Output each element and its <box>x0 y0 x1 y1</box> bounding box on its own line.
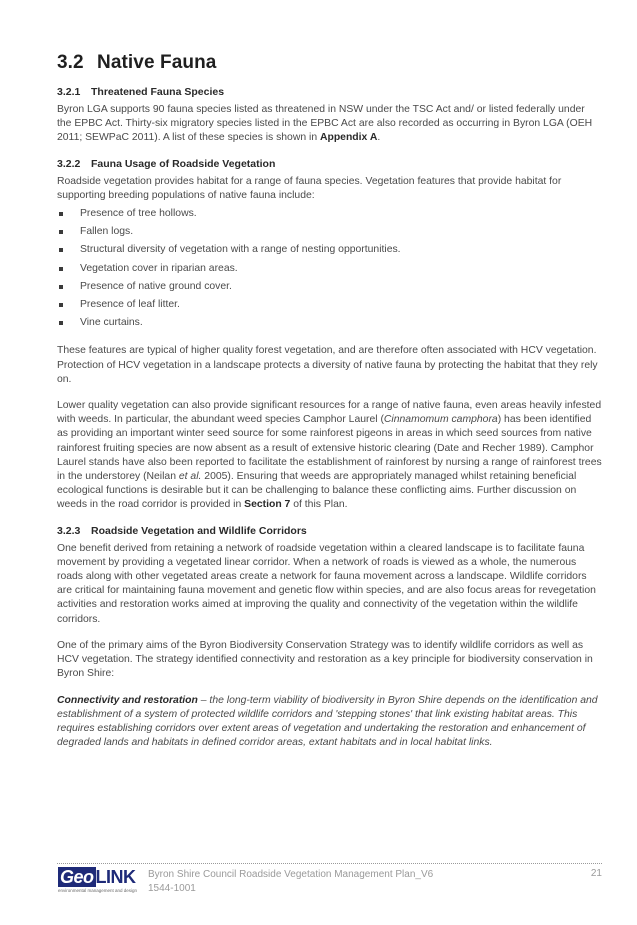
habitat-features-list <box>57 205 602 332</box>
list-item: Presence of native ground cover. <box>57 278 602 296</box>
footer-document-title: Byron Shire Council Roadside Vegetation Management Plan_V6 <box>148 869 434 880</box>
subsection-heading-3-2-1 <box>57 86 602 98</box>
subsection-title: Threatened Fauna Species <box>91 86 225 98</box>
geolink-logo: Geo LINK environmental management and design <box>58 867 138 893</box>
subsection-heading-3-2-2 <box>57 158 602 170</box>
list-item: Vine curtains. <box>57 314 602 332</box>
hcv-protection-paragraph: These features are typical of higher quality forest vegetation, and are therefore often associated with HCV vegetation. Protection of HCV vegetation in a landscape protects a diversity of native fauna by protecting the habitat that they rely on. <box>57 345 598 385</box>
section-title: Native Fauna <box>97 52 217 73</box>
list-item: Structural diversity of vegetation with a range of nesting opportunities. <box>57 241 602 259</box>
subsection-title: Roadside Vegetation and Wildlife Corridors <box>91 524 307 537</box>
subsection-number: 3.2.1 <box>57 86 81 98</box>
list-item: Presence of leaf litter. <box>57 296 602 314</box>
logo-tagline: environmental management and design <box>58 888 138 893</box>
subsection-number: 3.2.2 <box>57 157 81 170</box>
lower-quality-vegetation-paragraph: Lower quality vegetation can also provide significant resources for a range of native fauna, even areas heavily infested with weeds. In particular, the abundant weed species Camphor Laurel (Cinnamomum camphora) has been identified as providing an important winter seed source for some rainforest pigeons in areas in which seed sources from native rainforest fruiting species are now absent as a result of extensive historic clearing (Date and Recher 1989). Camphor Laurel stands have also been reported to facilitate the establishment of rainforest by nursing a range of rainforest trees in the understorey (Neilan et al. 2005). Ensuring that weeds are appropriately managed whilst retaining beneficial ecological functions is desirable but it can be challenging to balance these conflicting aims. Further discussion on weeds in the road corridor is provided in Section 7 of this Plan. <box>57 400 602 511</box>
footer-divider <box>57 863 602 864</box>
subsection-number: 3.2.3 <box>57 524 81 537</box>
section-number: 3.2 <box>57 52 84 73</box>
strategy-quote: Connectivity and restoration – the long-term viability of biodiversity in Byron Shire depends on the identification and establishment of a system of protected wildlife corridors and 'stepping stones' that link existing habitat areas. This requires establishing corridors over extent areas of vegetation and undertaking the restoration and enhancement of degraded lands and habitats in defined corridor areas, extant habitats and in local habitat links. <box>57 694 598 749</box>
biodiversity-strategy-paragraph: One of the primary aims of the Byron Biodiversity Conservation Strategy was to identify wildlife corridors as well as HCV vegetation. The strategy identified connectivity and restoration as a key principle for biodiversity conservation in Byron Shire: <box>57 639 593 680</box>
footer-document-number: 1544-1001 <box>148 883 196 894</box>
document-page <box>57 52 602 762</box>
subsection-title: Fauna Usage of Roadside Vegetation <box>91 157 276 170</box>
appendix-reference: Appendix A <box>319 132 378 144</box>
section-reference: Section 7 <box>244 499 291 511</box>
roadside-habitat-intro: Roadside vegetation provides habitat for a range of fauna species. Vegetation features that provide habitat for supporting breeding populations of native fauna include: <box>57 175 562 201</box>
subsection-heading-3-2-3 <box>57 525 602 537</box>
section-heading <box>57 52 602 74</box>
quote-heading: Connectivity and restoration <box>57 694 198 706</box>
threatened-species-paragraph: Byron LGA supports 90 fauna species listed as threatened in NSW under the TSC Act and/ or listed federally under the EPBC Act. Thirty-six migratory species listed in the EPBC Act are also recorded as occurring in Byron LGA (OEH 2011; SEWPaC 2011). A list of these species is shown in Appendix A. <box>57 104 593 144</box>
footer-document-info <box>148 868 433 896</box>
corridor-benefit-paragraph: One benefit derived from retaining a network of roadside vegetation within a cleared landscape is to facilitate fauna movement by providing a vegetated linear corridor. When a network of roads is viewed as a whole, the numerous roads along with other vegetated areas create a network for fauna movement across a landscape. Wildlife corridors are critical for maintaining fauna movement and genetic flow within species, and are also focus areas for revegetation activities and restoration works aimed at improving the quality and connectivity of the vegetation within the wildlife corridors. <box>57 542 596 625</box>
page-number: 21 <box>590 868 602 879</box>
species-name: Cinnamomum camphora <box>383 414 498 426</box>
list-item: Vegetation cover in riparian areas. <box>57 260 602 278</box>
list-item: Fallen logs. <box>57 223 602 241</box>
list-item: Presence of tree hollows. <box>57 205 602 223</box>
